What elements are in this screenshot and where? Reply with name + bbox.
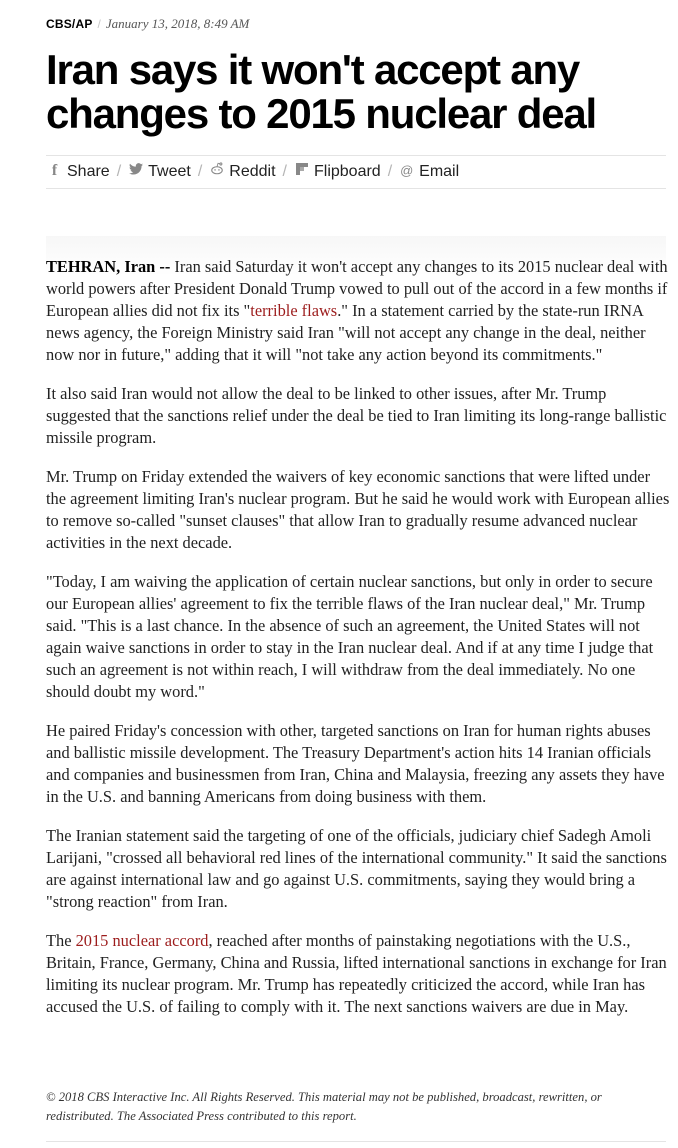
email-icon: @ [400,163,414,178]
article-body [46,256,671,1035]
paragraph-text: ." In a statement carried by the state-run IRNA news agency, the Foreign Ministry said Iran "will not accept any change in the deal, neither now nor in future," adding that it will "not take any action beyond its commitments." [46,301,646,364]
share-reddit-button[interactable] [210,162,275,181]
paragraph-text: , reached after months of painstaking negotiations with the U.S., Britain, France, Germany, China and Russia, lifted international sanctions in exchange for Iran limiting its nuclear program. Mr. Trump has repeatedly criticized the accord, while Iran has accused the U.S. of failing to comply with it. The next sanctions waivers are due in May. [46,931,667,1016]
share-row [48,162,459,181]
share-email-button[interactable] [400,163,459,181]
dateline: TEHRAN, Iran -- [46,257,171,276]
byline-meta [46,16,666,32]
share-bar [46,155,666,189]
copyright-notice: © 2018 CBS Interactive Inc. All Rights Reserved. This material may not be published, broadcast, rewritten, or redistributed. The Associated Press contributed to this report. [46,1090,602,1123]
paragraph: It also said Iran would not allow the deal to be linked to other issues, after Mr. Trump suggested that the sanctions relief under the deal be tied to Iran limiting its long-range ballistic missile program. [46,384,667,447]
headline: Iran says it won't accept any changes to 2015 nuclear deal [46,46,596,137]
paragraph-text: Iran said Saturday it won't accept any changes to its 2015 nuclear deal with world powers after President Donald Trump vowed to pull out of the accord in a few months if European allies did not fix its " [46,257,668,320]
share-twitter-label: Tweet [148,163,191,180]
reddit-icon [210,162,223,178]
twitter-icon [129,163,142,178]
article-header [46,0,666,189]
bottom-divider [46,1141,666,1142]
publish-date: January 13, 2018, 8:49 AM [105,16,250,31]
share-reddit-label: Reddit [229,163,276,180]
share-separator: / [116,163,122,180]
nuclear-accord-link[interactable]: 2015 nuclear accord [75,931,209,950]
paragraph: He paired Friday's concession with other, targeted sanctions on Iran for human rights abuses and ballistic missile development. The Treasury Department's action hits 14 Iranian officials and companies and businessmen from Iran, China and Malaysia, freezing any assets they have in the U.S. and banning Americans from doing business with them. [46,721,665,806]
share-separator: / [387,163,393,180]
source-label[interactable]: CBS/AP [46,17,93,31]
share-separator: / [282,163,287,180]
paragraph: "Today, I am waiving the application of certain nuclear sanctions, but only in order to secure our European allies' agreement to fix the terrible flaws of the Iran nuclear deal," Mr. Trump said. "This is a last chance. In the absence of such an agreement, the United States will not again waive sanctions in order to stay in the Iran nuclear deal. And if at any time I judge that such an agreement is not within reach, I will withdraw from the deal immediately. No one should doubt my word." [46,572,654,701]
share-facebook-label: Share [67,163,110,180]
meta-separator: / [97,17,101,31]
share-separator: / [197,163,203,180]
share-email-label: Email [419,163,460,180]
paragraph: The Iranian statement said the targeting of one of the officials, judiciary chief Sadegh Amoli Larijani, "crossed all behavioral red lines of the international community." It said the sanctions are against international law and go against U.S. commitments, saying they would bring a "strong reaction" from Iran. [46,826,667,911]
paragraph [46,256,671,366]
share-flipboard-button[interactable] [295,163,381,181]
share-flipboard-label: Flipboard [314,163,381,180]
share-facebook-button[interactable] [48,162,110,181]
paragraph [46,930,671,1018]
flipboard-icon [295,163,308,178]
terrible-flaws-link[interactable]: terrible flaws [250,301,338,320]
share-twitter-button[interactable] [129,163,191,181]
paragraph-text: The [46,931,76,950]
facebook-icon: f [51,162,58,179]
paragraph: Mr. Trump on Friday extended the waivers of key economic sanctions that were lifted under the agreement limiting Iran's nuclear program. But he said he would work with European allies to remove so-called "sunset clauses" that allow Iran to gradually resume advanced nuclear activities in the next decade. [46,467,670,552]
